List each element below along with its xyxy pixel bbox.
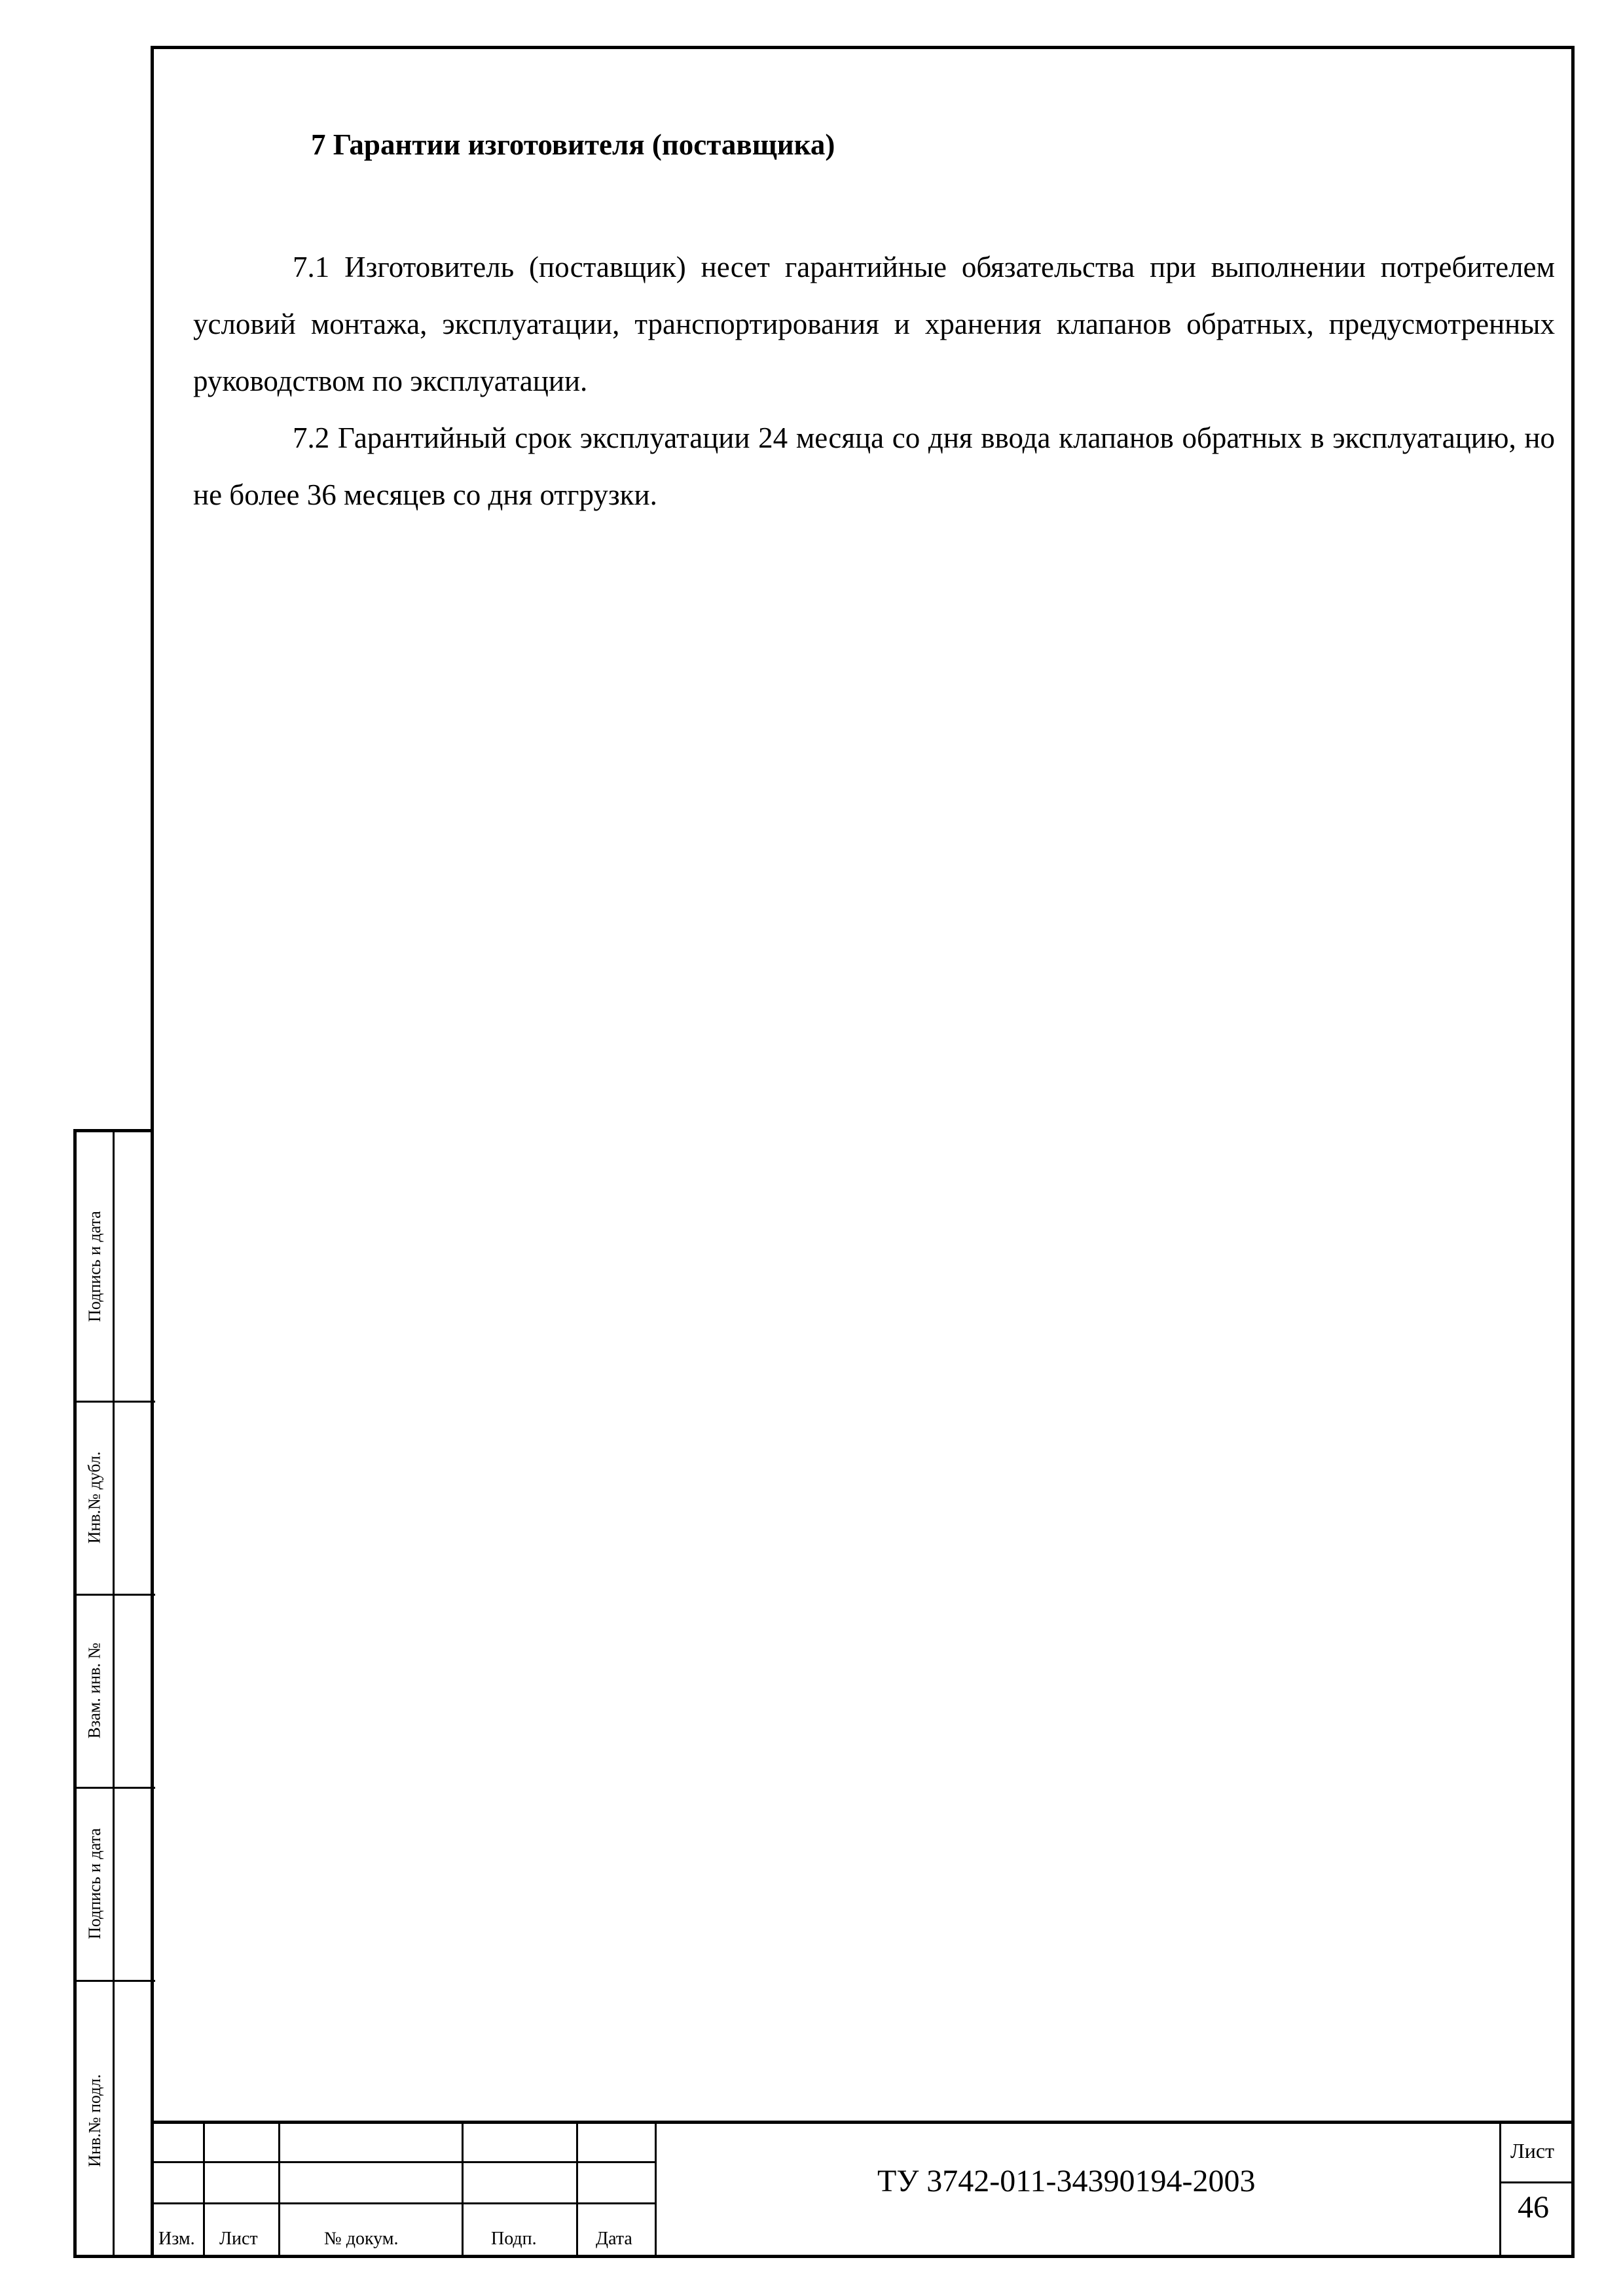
title-block-col-line — [1499, 2121, 1501, 2258]
title-block-sheet-divider — [1499, 2181, 1575, 2183]
title-block-row-line — [151, 2202, 655, 2204]
title-block-col-line — [462, 2121, 464, 2258]
column-header-izm: Изм. — [158, 2229, 195, 2249]
sheet-number: 46 — [1518, 2190, 1549, 2225]
side-stamp-column — [73, 1129, 152, 2258]
column-header-signature: Подп. — [491, 2229, 537, 2249]
paragraph-7-1: 7.1 Изготовитель (поставщик) несет гарантийные обязательства при выполнении потребителем условий монтажа, эксплуатации, транспортирования и хранения клапанов обратных, предусмотренных руководством по эксплуатации. — [193, 251, 1555, 397]
title-block-col-line — [203, 2121, 205, 2258]
column-header-list: Лист — [219, 2229, 258, 2249]
section-heading: 7 Гарантии изготовителя (поставщика) — [311, 128, 835, 161]
paragraph-7-2: 7.2 Гарантийный срок эксплуатации 24 месяца со дня ввода клапанов обратных в эксплуатацию, но не более 36 месяцев со дня отгрузки. — [193, 422, 1555, 511]
title-block-col-line — [576, 2121, 578, 2258]
document-code: ТУ 3742-011-34390194-2003 — [877, 2164, 1256, 2198]
column-header-doc-number: № докум. — [324, 2229, 399, 2249]
side-label-duplicate-inv: Инв.№ дубл. — [84, 1451, 104, 1543]
side-label-original-inv: Инв.№ подл. — [84, 2074, 104, 2167]
side-label-signature-date: Подпись и дата — [84, 1211, 104, 1322]
title-block-col-line — [278, 2121, 280, 2258]
side-label-signature-date-2: Подпись и дата — [84, 1827, 104, 1939]
title-block-col-line — [655, 2121, 657, 2258]
title-block — [151, 2121, 1575, 2258]
section-body — [193, 239, 1555, 524]
sheet-label: Лист — [1510, 2139, 1555, 2162]
title-block-top-border — [151, 2121, 1575, 2124]
side-divider — [113, 1132, 115, 2255]
side-label-replacement-inv: Взам. инв. № — [84, 1642, 104, 1738]
column-header-date: Дата — [596, 2229, 632, 2249]
title-block-row-line — [151, 2161, 655, 2163]
